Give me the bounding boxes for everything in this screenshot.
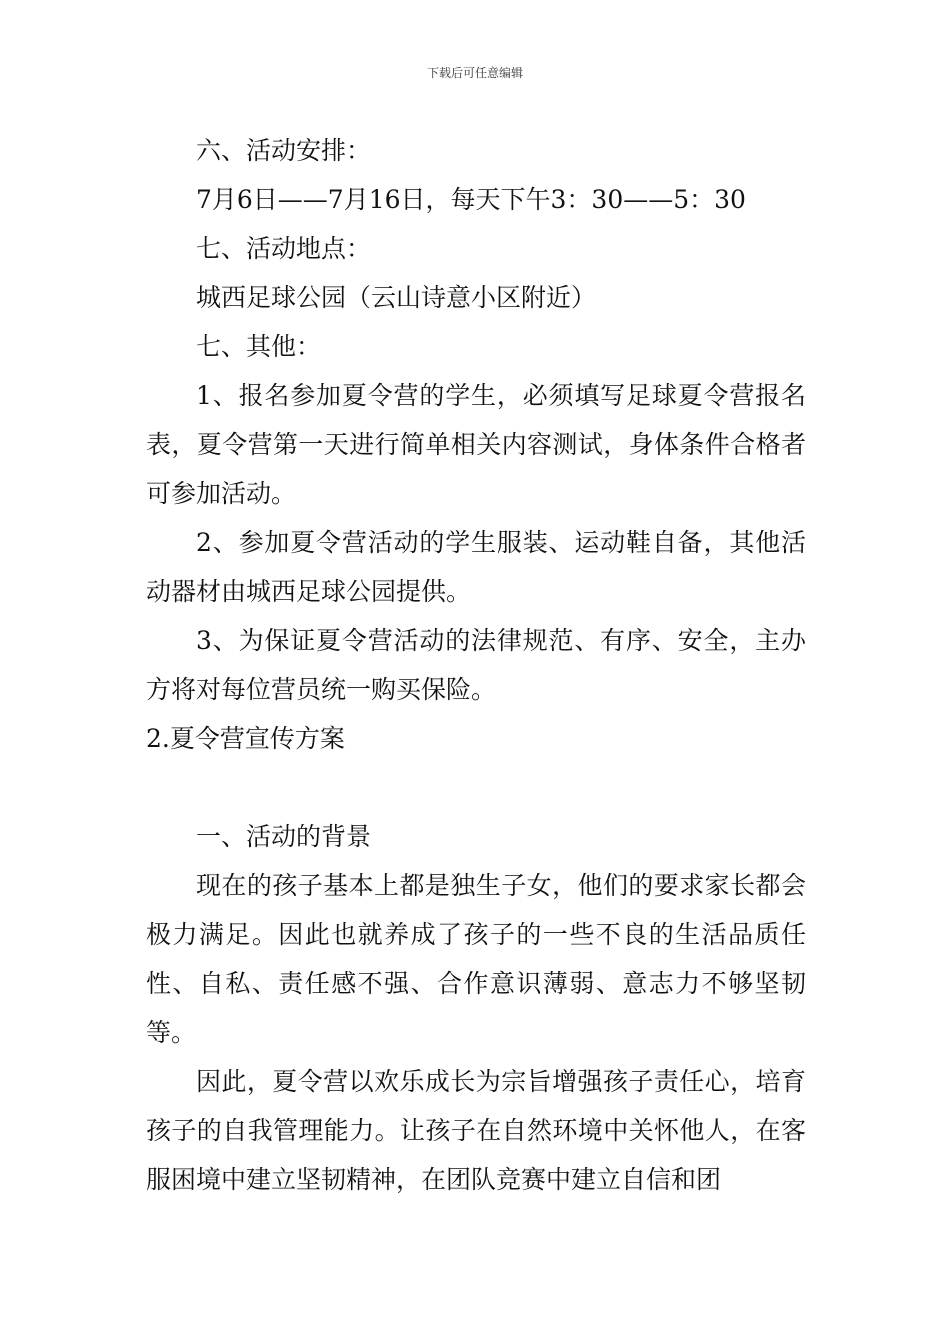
blank-line	[146, 763, 806, 812]
background-paragraph-1: 现在的孩子基本上都是独生子女，他们的要求家长都会极力满足。因此也就养成了孩子的一些不良的生活品质任性、自私、责任感不强、合作意识薄弱、意志力不够坚韧等。	[146, 871, 806, 1047]
location-text: 城西足球公园（云山诗意小区附近）	[196, 283, 597, 312]
section-heading-location: 七、活动地点：	[196, 234, 372, 263]
other-item-2: 2、参加夏令营活动的学生服装、运动鞋自备，其他活动器材由城西足球公园提供。	[146, 528, 806, 606]
other-item-1: 1、报名参加夏令营的学生，必须填写足球夏令营报名表，夏令营第一天进行简单相关内容测试，身体条件合格者可参加活动。	[146, 381, 806, 508]
background-paragraph-2: 因此，夏令营以欢乐成长为宗旨增强孩子责任心，培育孩子的自我管理能力。让孩子在自然环境中关怀他人，在客服困境中建立坚韧精神，在团队竞赛中建立自信和团	[146, 1067, 806, 1194]
section-heading-background: 一、活动的背景	[196, 822, 372, 851]
document-body	[146, 126, 806, 1204]
document-title-2: 2.夏令营宣传方案	[146, 724, 345, 753]
section-heading-other: 七、其他：	[196, 332, 322, 361]
header-watermark-text: 下载后可任意编辑	[426, 66, 523, 80]
other-item-3: 3、为保证夏令营活动的法律规范、有序、安全，主办方将对每位营员统一购买保险。	[146, 626, 806, 704]
section-heading-schedule: 六、活动安排：	[196, 136, 372, 165]
page-header	[0, 64, 950, 81]
schedule-text: 7月6日——7月16日，每天下午3：30——5：30	[196, 185, 746, 214]
